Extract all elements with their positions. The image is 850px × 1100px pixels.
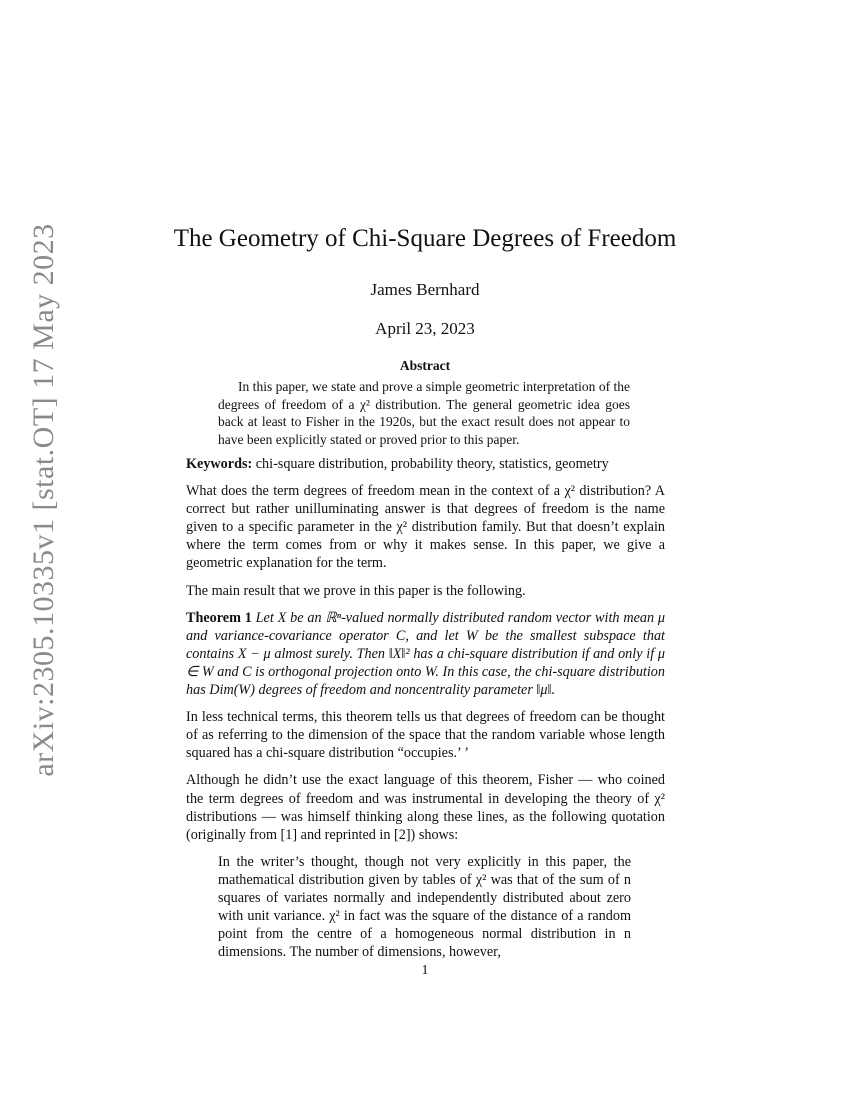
keywords-line [186, 455, 665, 473]
paper-date: April 23, 2023 [375, 319, 475, 338]
author-name: James Bernhard [370, 280, 480, 299]
theorem-text: Let X be an ℝⁿ-valued normally distributed random vector with mean μ and variance-covariance operator C, and let W be the smallest subspace that contains X − μ almost surely. Then ‖X‖² has a chi-square distribution if and only if μ ∈ W and C is orthogonal projection onto W. In this case, the chi-square distribution has Dim(W) degrees of freedom and noncentrality parameter ‖μ‖. [186, 609, 666, 699]
page-number: 1 [421, 963, 429, 978]
keywords-label: Keywords: [186, 456, 253, 472]
paper-title: The Geometry of Chi-Square Degrees of Freedom [173, 225, 677, 252]
paragraph-intro: What does the term degrees of freedom mean in the context of a χ² distribution? A correct but rather unilluminating answer is that degrees of freedom is the name given to a specific parameter in the χ² distribution family. But that doesn’t explain where the term comes from or why it makes sense. In this paper, we give a geometric explanation for the term. [186, 483, 665, 572]
theorem-label: Theorem 1 [186, 609, 252, 626]
abstract-heading: Abstract [399, 358, 451, 373]
paragraph-main-result: The main result that we prove in this paper is the following. [186, 582, 526, 599]
paragraph-fisher: Although he didn’t use the exact language of this theorem, Fisher — who coined the term degrees of freedom and was instrumental in developing the theory of χ² distributions — was himself thinking along these lines, as the following quotation (originally from [1] and reprinted in [2]) shows: [186, 772, 665, 843]
theorem-1 [186, 609, 665, 699]
fisher-quotation: In the writer’s thought, though not very explicitly in this paper, the mathematical distribution given by tables of χ² was that of the sum of n squares of variates normally and independently distributed about zero with unit variance. χ² in fact was the square of the distance of a random point from the centre of a homogeneous normal distribution in n dimensions. The number of dimensions, however, [218, 853, 631, 961]
arxiv-identifier: arXiv:2305.10335v1 [stat.OT] 17 May 2023 [27, 223, 60, 777]
body-text [186, 455, 665, 961]
keywords-text: chi-square distribution, probability theory, statistics, geometry [255, 456, 609, 472]
paragraph-interpretation: In less technical terms, this theorem tells us that degrees of freedom can be thought of as referring to the dimension of the space that the random variable whose length squared has a chi-square distribution “occupies.’ ’ [186, 709, 665, 762]
abstract-text: In this paper, we state and prove a simple geometric interpretation of the degrees of freedom of a χ² distribution. The general geometric idea goes back at least to Fisher in the 1920s, but the exact result does not appear to have been explicitly stated or proved prior to this paper. [218, 379, 630, 447]
